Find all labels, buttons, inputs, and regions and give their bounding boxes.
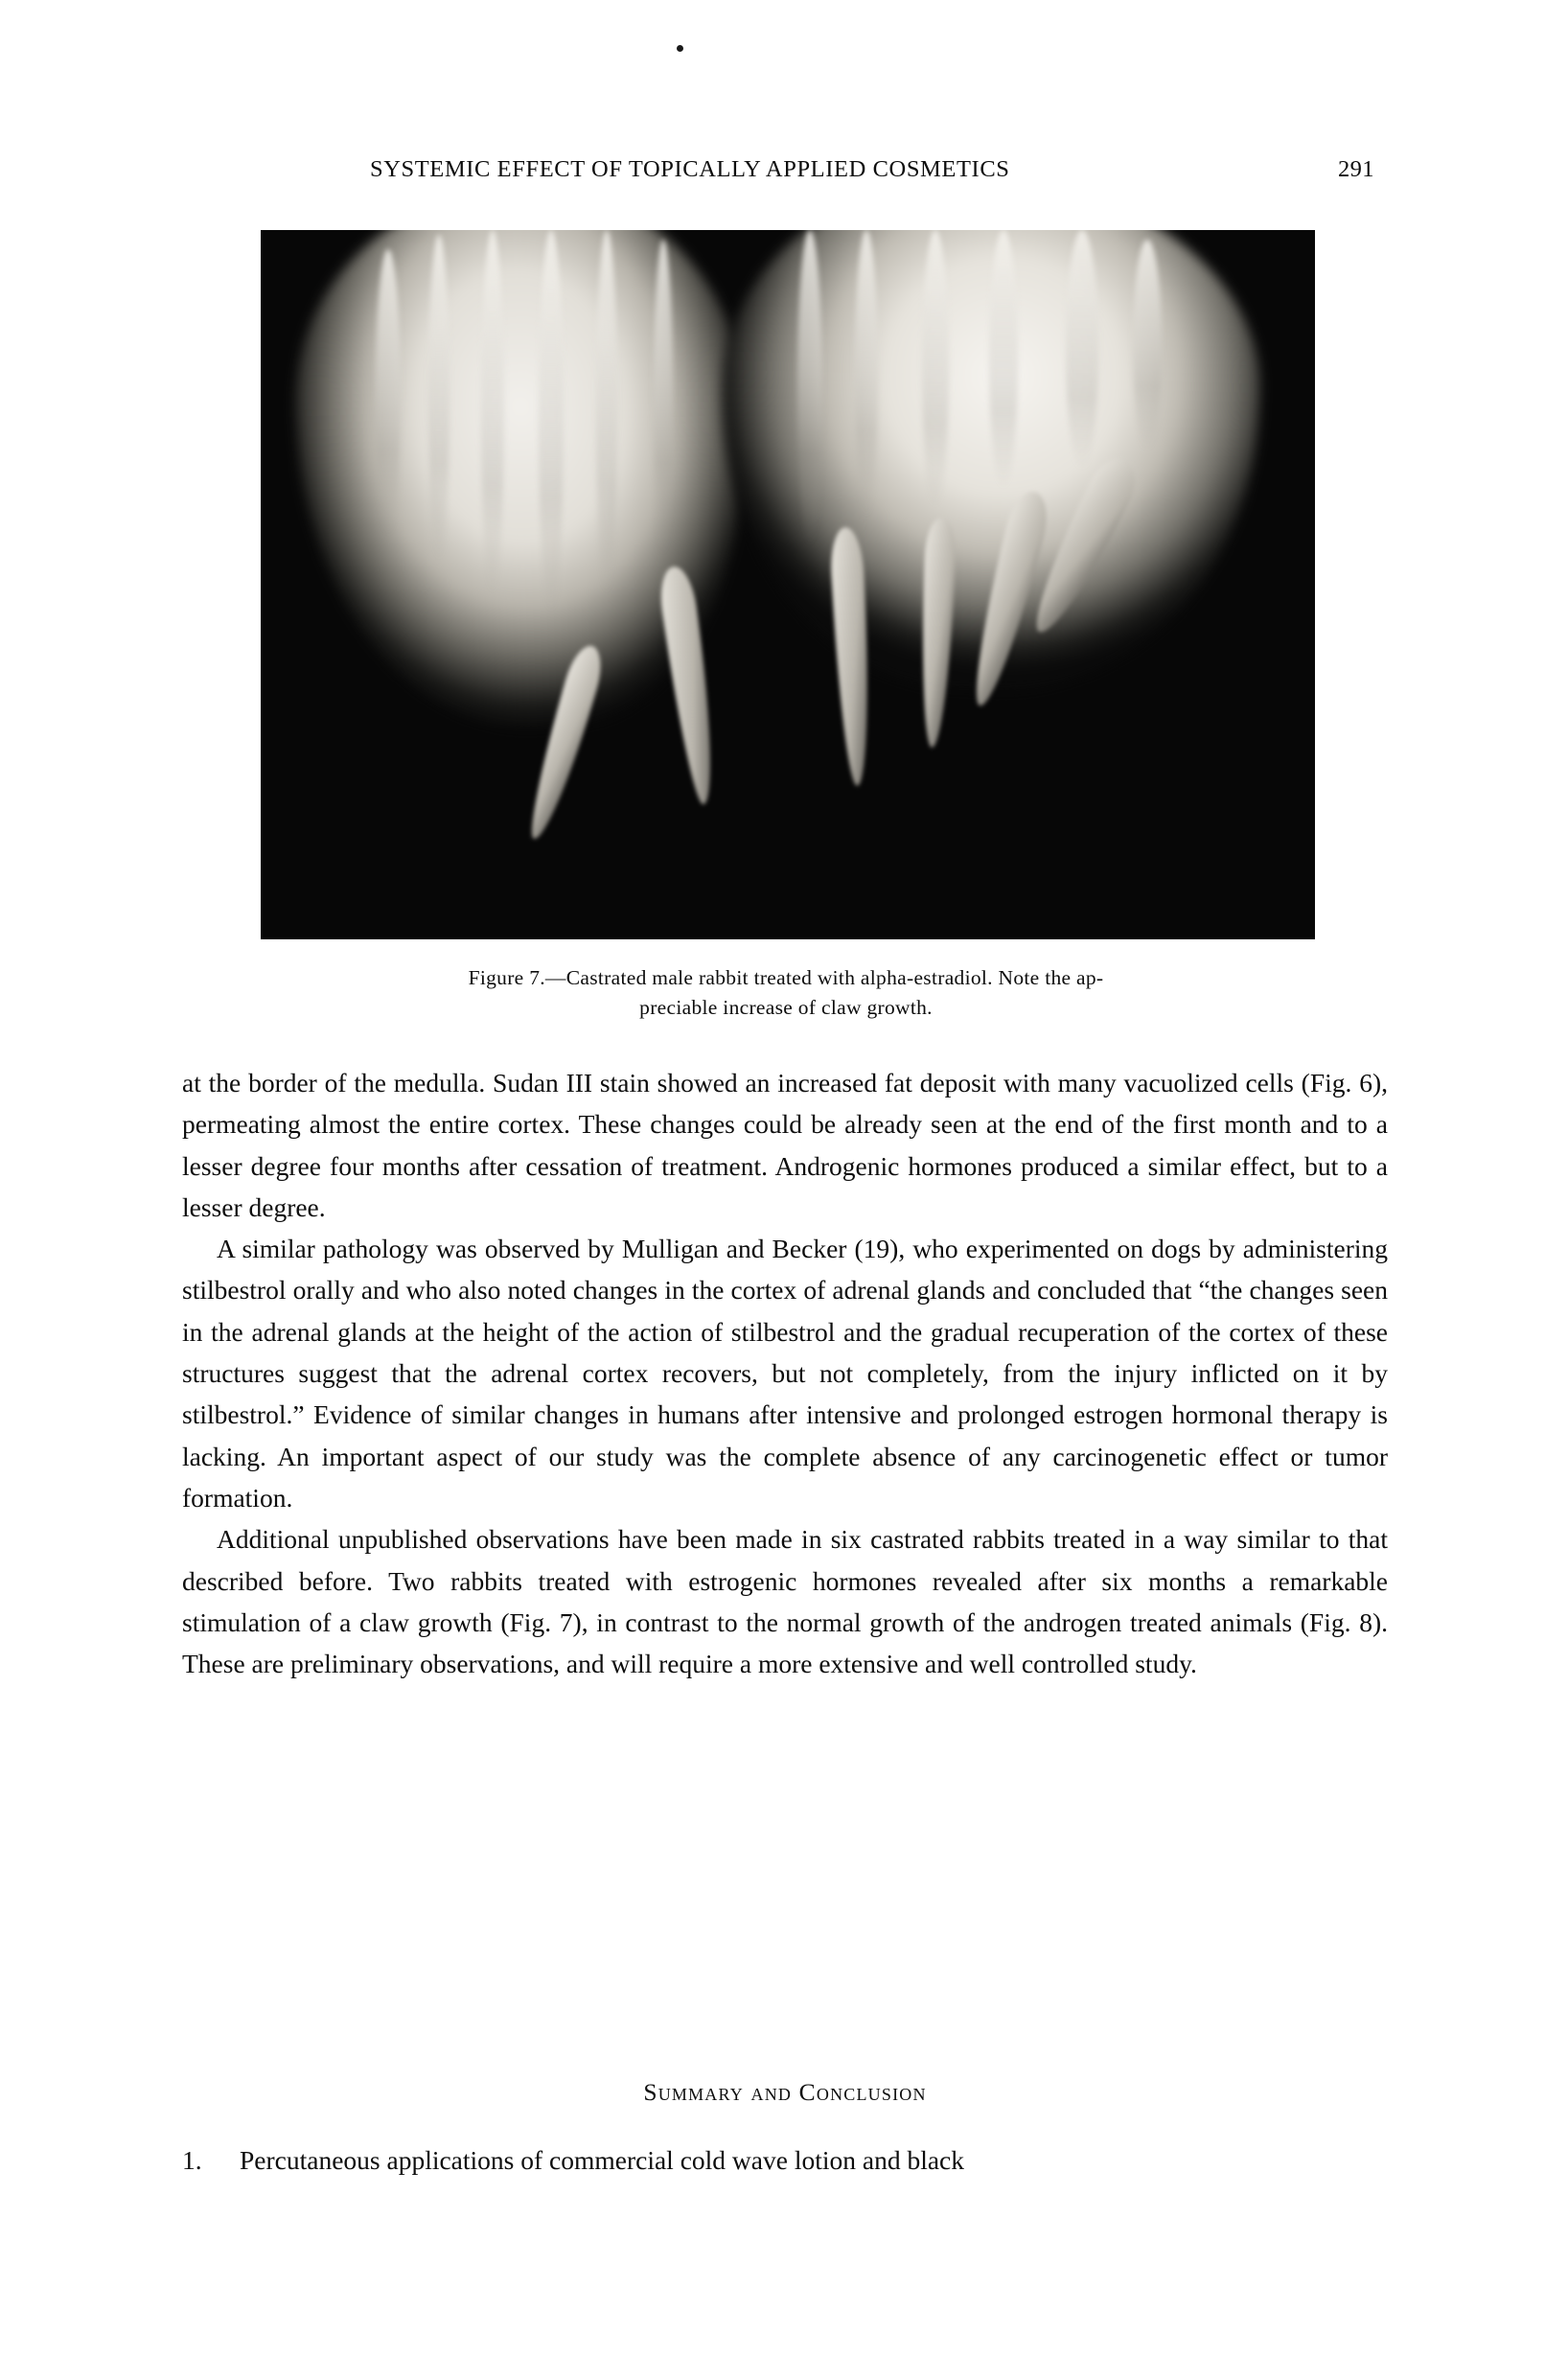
fur-streak xyxy=(1066,230,1098,470)
figure-caption-line-2: preciable increase of claw growth. xyxy=(639,996,933,1019)
figure-caption xyxy=(220,963,1351,1023)
fur-streak xyxy=(539,230,564,613)
paragraph-2: A similar pathology was observed by Mulligan and Becker (19), who experimented on dogs by administering stilbestrol orally and who also noted changes in the cortex of adrenal glands and concluded that “the changes seen in the adrenal glands at the height of the action of stilbestrol and the gradual recuperation of the cortex of these structures suggest that the adrenal cortex recovers, but not completely, from the injury inflicted on it by stilbestrol.” Evidence of similar changes in humans after intensive and prolonged estrogen hormonal therapy is lacking. An important aspect of our study was the complete absence of any carcinogenetic effect or tumor formation. xyxy=(182,1234,1388,1513)
figure-caption-line-1: Figure 7.—Castrated male rabbit treated with alpha-estradiol. Note the ap- xyxy=(468,966,1104,989)
figure-7 xyxy=(261,230,1315,939)
photograph-rabbit-paws xyxy=(261,230,1315,939)
body-text xyxy=(182,1062,1388,1684)
page-margin-mark xyxy=(677,45,683,52)
list-item-number: 1. xyxy=(182,2145,202,2175)
numbered-list-item-1 xyxy=(182,2139,1388,2181)
fur-streak xyxy=(989,230,1018,489)
page-number: 291 xyxy=(1338,156,1374,182)
fur-streak xyxy=(428,235,450,561)
running-head xyxy=(0,156,1568,185)
fur-streak xyxy=(596,230,617,594)
fur-streak xyxy=(481,230,504,594)
list-item-text: Percutaneous applications of commercial cold wave lotion and black xyxy=(240,2145,964,2175)
section-heading-summary: Summary and Conclusion xyxy=(643,2078,927,2106)
paragraph-1: at the border of the medulla. Sudan III stain showed an increased fat deposit with many vacuolized cells (Fig. 6), permeating almost the entire cortex. These changes could be already seen at the end of the first month and to a lesser degree four months after cessation of treatment. Androgenic hormones produced a similar effect, but to a lesser degree. xyxy=(182,1068,1388,1222)
fur-streak xyxy=(376,249,401,537)
paragraph-3: Additional unpublished observations have been made in six castrated rabbits treated in a way similar to that described before. Two rabbits treated with estrogenic hormones revealed after six months a remarkable stimulation of a claw growth (Fig. 7), in contrast to the normal growth of the androgen treated animals (Fig. 8). These are preliminary observations, and will require a more extensive and well controlled study. xyxy=(182,1524,1388,1679)
fur-streak xyxy=(654,240,673,556)
fur-streak xyxy=(797,230,822,546)
fur-streak xyxy=(855,230,878,518)
running-head-title: SYSTEMIC EFFECT OF TOPICALLY APPLIED COSMETICS xyxy=(370,156,1010,182)
fur-streak xyxy=(1133,240,1162,451)
fur-streak xyxy=(922,230,949,508)
